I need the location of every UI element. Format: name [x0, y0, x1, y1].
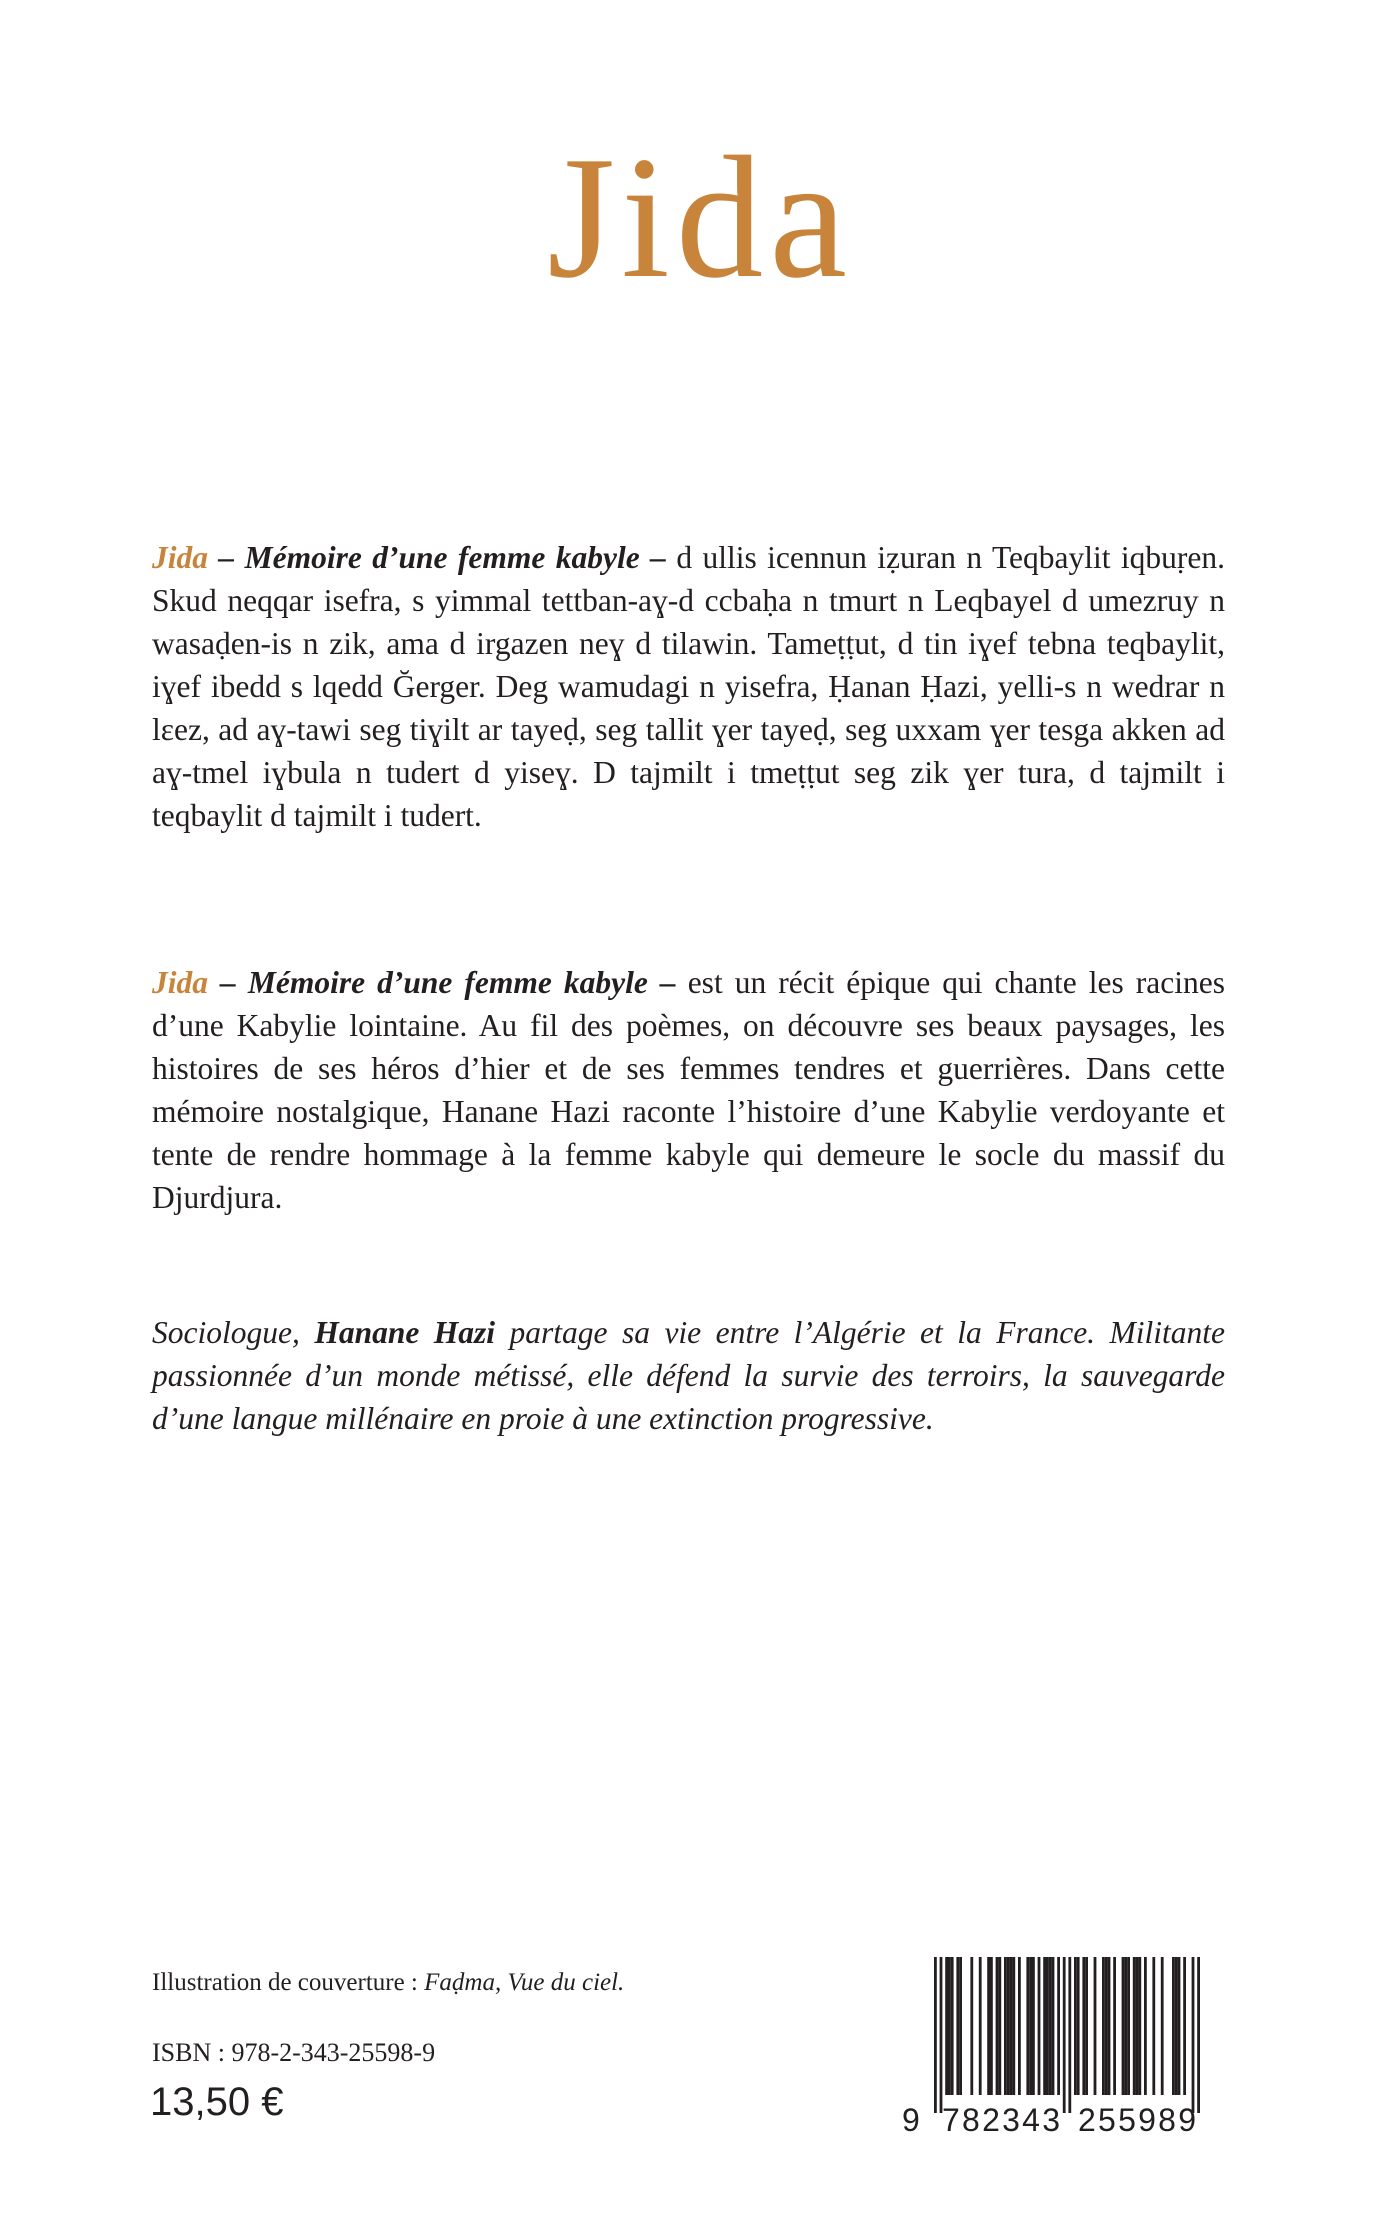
barcode-bar	[1144, 1957, 1147, 2095]
barcode-bar	[1043, 1957, 1046, 2095]
bio-intro: Sociologue,	[152, 1315, 315, 1350]
barcode-bar	[934, 1957, 937, 2113]
barcode-bar	[1105, 1957, 1108, 2095]
barcode-bar	[1113, 1957, 1116, 2095]
barcode-bar	[990, 1957, 993, 2095]
barcode-digits-left: 782343	[942, 2102, 1060, 2135]
barcode-bar	[1161, 1957, 1164, 2095]
barcode-bar	[979, 1957, 982, 2095]
barcode-digits-right: 255989	[1078, 2102, 1196, 2135]
barcode-bar	[1004, 1957, 1007, 2095]
barcode-bar	[1049, 1957, 1052, 2095]
barcode-bar	[1082, 1957, 1085, 2095]
barcode-bar	[1068, 1957, 1071, 2113]
barcode-bar	[951, 1957, 954, 2095]
barcode-bar	[1012, 1957, 1015, 2095]
barcode-bar	[1122, 1957, 1125, 2095]
isbn: ISBN : 978-2-343-25598-9	[152, 2038, 436, 2067]
french-blurb-paragraph	[152, 961, 1225, 1219]
barcode-bar	[1136, 1957, 1139, 2095]
barcode-bar	[1007, 1957, 1010, 2095]
blurb-dash: –	[647, 965, 688, 1000]
barcode-bar	[1102, 1957, 1105, 2095]
barcode-bar	[1094, 1957, 1097, 2095]
barcode-bar	[1175, 1957, 1178, 2095]
book-title: Jida	[547, 120, 853, 314]
author-bio	[152, 1311, 1225, 1440]
barcode-bar	[1085, 1957, 1088, 2095]
blurb-dash: –	[208, 540, 245, 575]
blurb-title-lead: Jida	[152, 965, 209, 1000]
barcode-bar	[945, 1957, 948, 2095]
barcode-bar	[1029, 1957, 1032, 2095]
blurb-title-lead: Jida	[152, 540, 209, 575]
barcode-bar	[959, 1957, 962, 2095]
illustration-label: Illustration de couverture :	[152, 1969, 425, 1996]
bio-text: partage sa vie entre l’Algérie et la France. Militante passionnée d’un monde métissé, elle défend la survie des terroirs, la sauvegarde d’une langue millénaire en proie à une extinction progressive.	[152, 1315, 1225, 1436]
barcode-bars	[934, 1957, 1200, 2113]
barcode-bar	[1127, 1957, 1130, 2095]
barcode-bar	[996, 1957, 999, 2095]
barcode-bar	[1018, 1957, 1021, 2095]
illustration-credit	[152, 1969, 624, 1997]
illustration-title: Faḍma, Vue du ciel.	[424, 1969, 625, 1996]
barcode-bar	[1046, 1957, 1049, 2095]
blurb-text: d ullis icennun iẓuran n Teqbaylit iqbuṛen. Skud neqqar isefra, s yimmal tettban-aɣ-d ccbaḥa n tmurt n Leqbayel d umezruy n wasaḍen-is n zik, ama d irgazen neɣ d tilawin. Tameṭṭut, d tin iɣef tebna teqbaylit, iɣef ibedd s lqedd Ğerger. Deg wamudagi n yisefra, Ḥanan Ḥazi, yelli-s n wedrar n lɛez, ad aɣ-tawi seg tiɣilt ar tayeḍ, seg tallit ɣer tayeḍ, seg uxxam ɣer tesga akken ad aɣ-tmel iɣbula n tudert d yiseɣ. D tajmilt i tmeṭṭut seg zik ɣer tura, d tajmilt i teqbaylit d tajmilt i tudert.	[152, 540, 1226, 833]
barcode-bar	[1052, 1957, 1055, 2095]
blurb-dash: –	[208, 965, 248, 1000]
barcode-digit-lead: 9	[902, 2102, 920, 2135]
barcode-bar	[1108, 1957, 1111, 2095]
barcode-bar	[1197, 1957, 1200, 2113]
barcode-bar	[1038, 1957, 1041, 2095]
barcode-bar	[1192, 1957, 1195, 2113]
price: 13,50 €	[150, 2080, 284, 2124]
barcode-bar	[1172, 1957, 1175, 2095]
barcode-bar	[1010, 1957, 1013, 2095]
barcode-bar	[1077, 1957, 1080, 2095]
blurb-dash: –	[639, 540, 677, 575]
blurb-subtitle: Mémoire d’une femme kabyle	[247, 965, 648, 1000]
barcode-bar	[1063, 1957, 1066, 2113]
author-name: Hanane Hazi	[314, 1315, 496, 1350]
barcode-bar	[1183, 1957, 1186, 2095]
barcode-bar	[1074, 1957, 1077, 2095]
barcode-bar	[948, 1957, 951, 2095]
barcode-bar	[940, 1957, 943, 2113]
barcode-bar	[1026, 1957, 1029, 2095]
barcode-bar	[987, 1957, 990, 2095]
barcode-bar	[1057, 1957, 1060, 2095]
barcode-bar	[970, 1957, 973, 2095]
barcode-bar	[956, 1957, 959, 2095]
barcode-bar	[1032, 1957, 1035, 2095]
barcode-bar	[1133, 1957, 1136, 2095]
barcode-bar	[998, 1957, 1001, 2095]
barcode-bar	[1178, 1957, 1181, 2095]
blurb-subtitle: Mémoire d’une femme kabyle	[244, 540, 640, 575]
barcode-bar	[1124, 1957, 1127, 2095]
kabyle-blurb-paragraph	[152, 536, 1225, 837]
isbn-barcode	[900, 1955, 1218, 2135]
barcode-bar	[1152, 1957, 1155, 2095]
blurb-text: est un récit épique qui chante les racines d’une Kabylie lointaine. Au fil des poèmes, on découvre ses beaux paysages, les histoires de ses héros d’hier et de ses femmes tendres et guerrières. Dans cette mémoire nostalgique, Hanane Hazi raconte l’histoire d’une Kabylie verdoyante et tente de rendre hommage à la femme kabyle qui demeure le socle du massif du Djurdjura.	[152, 965, 1226, 1215]
barcode-bar	[1138, 1957, 1141, 2095]
